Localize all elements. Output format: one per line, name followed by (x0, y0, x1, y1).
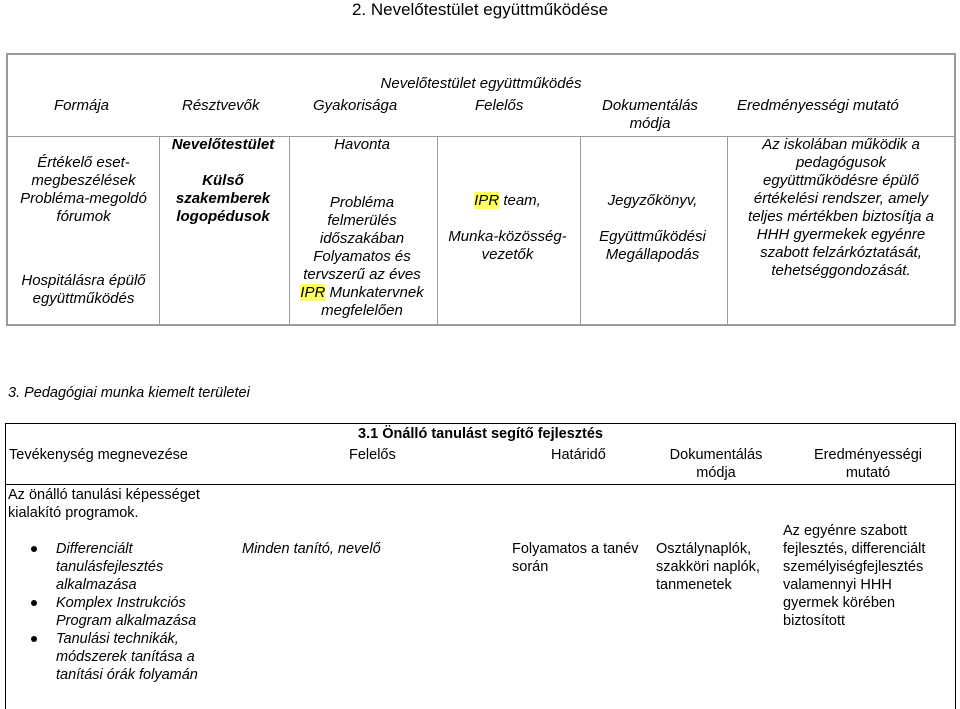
cell-eredmeny (726, 136, 956, 280)
bullet-icon (31, 600, 37, 606)
text-line: tanítási órák folyamán (56, 667, 198, 683)
header-dokumentalas-line2: módja (629, 115, 671, 132)
text-line: Folyamatos a tanév (512, 541, 639, 557)
text-line: Probléma-megoldó (20, 190, 147, 207)
text-line: Program alkalmazása (56, 613, 197, 629)
ipr-highlight: IPR (474, 192, 500, 209)
text-line: Osztálynaplók, (656, 541, 752, 557)
section-title: 3. Pedagógiai munka kiemelt területei (8, 385, 250, 401)
activity-list (8, 540, 238, 684)
text-line: szakemberek (175, 190, 271, 207)
text-line: teljes mértékben biztosítja a (748, 208, 934, 225)
text-line: megbeszélések (31, 172, 136, 189)
text-line: személyiségfejlesztés (783, 559, 924, 575)
text-line (288, 284, 436, 302)
text-line: valamennyi HHH (783, 577, 892, 593)
text-line: megfelelően (321, 302, 403, 319)
text-line: Az iskolában működik a (762, 136, 920, 153)
header-dokumentalas (586, 97, 714, 133)
text-line: Megállapodás (605, 246, 700, 263)
header-tevekenyseg: Tevékenység megnevezése (9, 447, 188, 463)
text-line: Probléma (329, 194, 395, 211)
cell-felelos: Minden tanító, nevelő (242, 541, 381, 557)
text-line: tanulásfejlesztés (56, 559, 164, 575)
text-line: biztosított (783, 613, 846, 629)
list-item (8, 630, 238, 684)
text-line: tervszerű az éves (303, 266, 421, 283)
text-line: Dokumentálás (669, 447, 763, 463)
text-line: logopédusok (176, 208, 270, 225)
text-line: kialakító programok. (8, 505, 139, 521)
cell-forma-2 (8, 272, 159, 308)
ipr-highlight: IPR (300, 284, 326, 301)
text-line: értékelési rendszer, amely (753, 190, 929, 207)
cell-dokumentalas (579, 192, 726, 264)
cell-resztvevok (158, 136, 288, 226)
header-hatarido: Határidő (551, 447, 606, 463)
cell-felelos (436, 192, 579, 264)
table2-header-divider (5, 484, 956, 485)
text-line: tanmenetek (656, 577, 732, 593)
text-line: Jegyzőkönyv, (607, 192, 698, 209)
text-line: módja (696, 465, 736, 481)
header-resztvevok: Résztvevők (182, 97, 260, 114)
bullet-icon (31, 636, 37, 642)
table2-right-border (955, 423, 956, 709)
text-line: együttműködésre épülő (763, 172, 919, 189)
header-eredmeny: Eredményességi mutató (737, 97, 899, 114)
cell-eredmeny (783, 522, 955, 630)
header-felelos: Felelős (349, 447, 396, 463)
text-line: Együttműködési (599, 228, 706, 245)
list-item (8, 594, 238, 630)
cell-hatarido (512, 540, 652, 576)
text-line: gyermek körében (783, 595, 896, 611)
text-line: szabott felzárkóztatását, (760, 244, 922, 261)
header-gyakorisag: Gyakorisága (313, 97, 398, 114)
text-line: Nevelőtestület (171, 136, 275, 153)
cell-gyakorisag-1: Havonta (334, 136, 390, 153)
table1-caption: Nevelőtestület együttműködés (380, 75, 582, 92)
header-forma: Formája (54, 97, 110, 114)
table2-caption: 3.1 Önálló tanulást segítő fejlesztés (358, 426, 603, 442)
bullet-icon (31, 546, 37, 552)
header-eredmeny (782, 446, 954, 482)
header-dokumentalas-line1: Dokumentálás (602, 97, 698, 114)
text-line: felmerülés (327, 212, 397, 229)
cell-dokumentalas (656, 540, 780, 594)
text-line: Tanulási technikák, (56, 631, 179, 647)
text-line: együttműködés (32, 290, 135, 307)
text-line: HHH gyermekek egyénre (756, 226, 926, 243)
text-line: vezetők (481, 246, 534, 263)
text-fragment: Munkatervnek (325, 284, 424, 301)
text-line (436, 192, 579, 210)
text-line: pedagógusok (795, 154, 887, 171)
cell-gyakorisag-2 (288, 194, 436, 320)
text-line: Eredményességi (814, 447, 922, 463)
text-line: Hospitálásra épülő (21, 272, 146, 289)
text-line: módszerek tanítása a (56, 649, 195, 665)
page-title: 2. Nevelőtestület együttműködése (351, 0, 609, 19)
text-line: fejlesztés, differenciált (783, 541, 926, 557)
cell-activity-intro (8, 486, 238, 522)
text-line: Külső (202, 172, 244, 189)
text-line: Folyamatos és (313, 248, 411, 265)
cell-forma-1 (8, 154, 159, 226)
text-line: során (512, 559, 549, 575)
header-dokumentalas (656, 446, 776, 482)
text-line: fórumok (56, 208, 111, 225)
text-fragment: team, (499, 192, 541, 209)
text-line: alkalmazása (56, 577, 137, 593)
text-line: Differenciált (56, 541, 133, 557)
text-line: időszakában (319, 230, 405, 247)
text-line: mutató (845, 465, 891, 481)
text-line: Komplex Instrukciós (56, 595, 186, 611)
text-line: Az egyénre szabott (783, 523, 908, 539)
table2-top-border (5, 423, 956, 424)
text-line: Munka-közösség- (448, 228, 567, 245)
text-line: Az önálló tanulási képességet (8, 487, 200, 503)
list-item (8, 540, 238, 594)
table2-left-border (5, 423, 6, 709)
text-line: Értékelő eset- (37, 154, 130, 171)
header-felelos: Felelős (475, 97, 524, 114)
text-line: tehetséggondozását. (771, 262, 911, 279)
text-line: szakköri naplók, (656, 559, 760, 575)
